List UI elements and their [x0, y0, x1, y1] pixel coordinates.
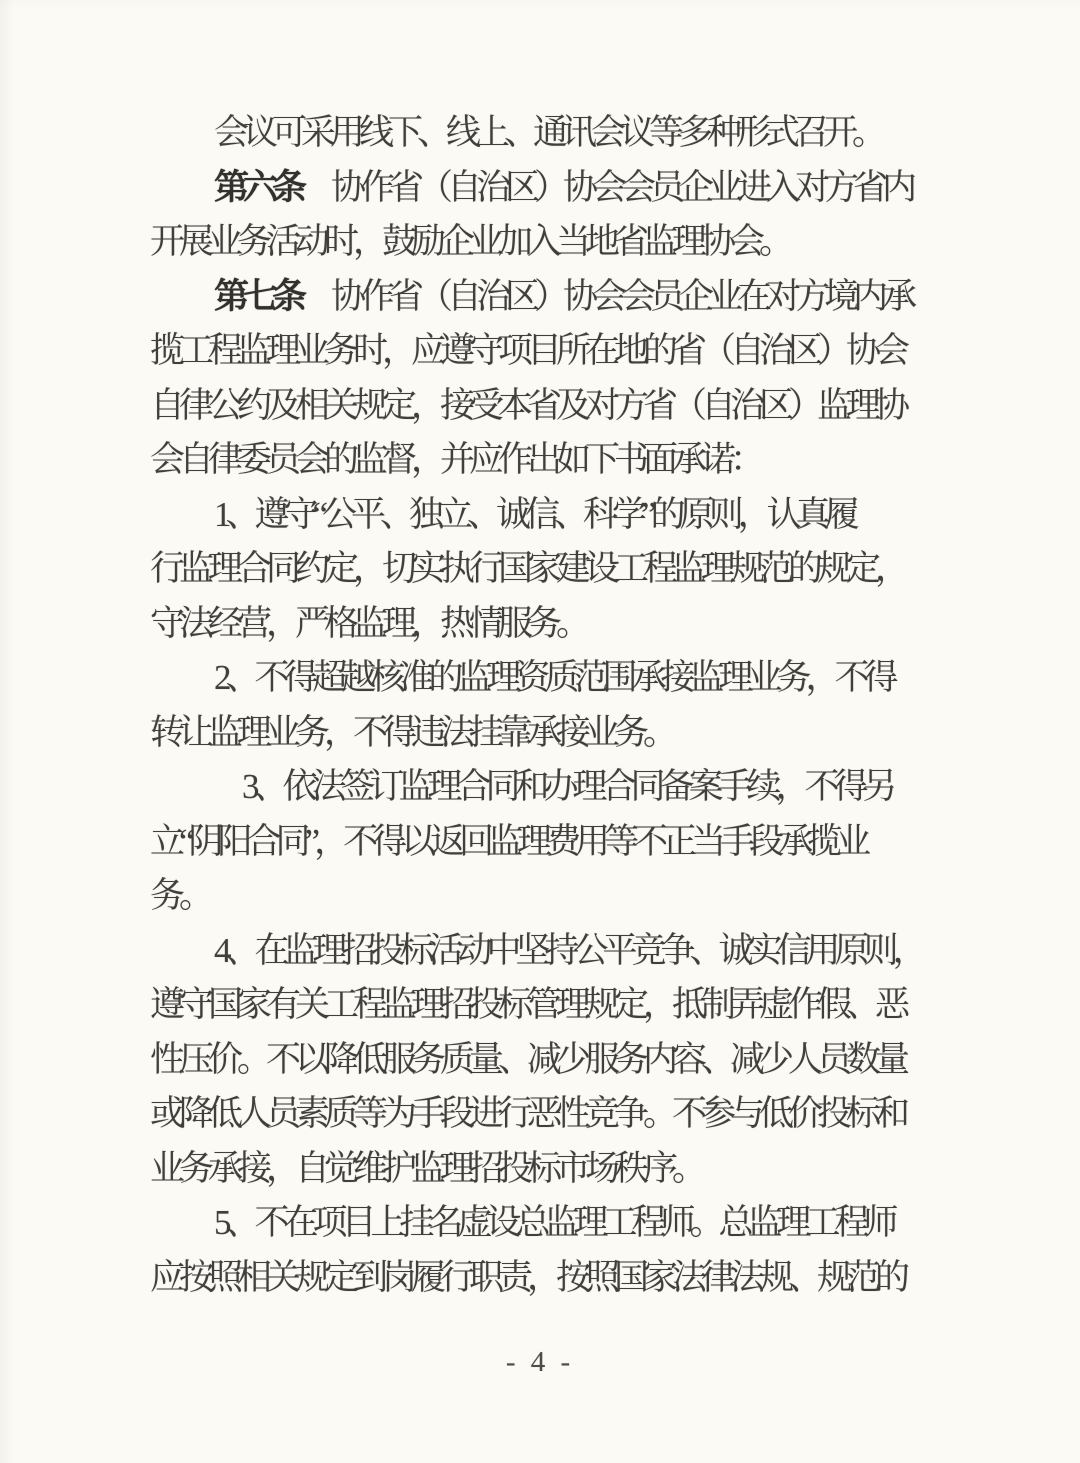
line-text: 业务承接，自觉维护监理招投标市场秩序。 [150, 1148, 702, 1188]
line-text: 3、依法签订监理合同和办理合同备案手续，不得另 [242, 767, 892, 806]
text-line [150, 324, 980, 379]
line-text: 会议可采用线下、线上、通讯会议等多种形式召开。 [214, 113, 882, 152]
text-line [150, 651, 980, 706]
text-line [150, 924, 980, 979]
text-line [150, 978, 980, 1033]
text-line [150, 542, 980, 597]
article-number-label: 第六条 [214, 167, 302, 207]
text-line [150, 1033, 980, 1088]
text-line [150, 270, 980, 325]
line-text: 会自律委员会的监督，并应作出如下书面承诺： [150, 440, 760, 479]
text-line [150, 1196, 980, 1251]
line-text: 揽工程监理业务时，应遵守项目所在地的省（自治区）协会 [150, 331, 905, 370]
page-number: - 4 - [505, 1346, 575, 1378]
line-text: 守法经营，严格监理，热情服务。 [150, 603, 586, 643]
text-line [150, 760, 980, 815]
line-text: 开展业务活动时，鼓励企业加入当地省监理协会。 [150, 222, 789, 261]
line-text: 立“阴阳合同”，不得以返回监理费用等不正当手段承揽业 [150, 821, 866, 861]
line-text: 2、不得超越核准的监理资质范围承接监理业务，不得 [214, 658, 893, 697]
line-text: 1、遵守“公平、独立、诚信、科学”的原则，认真履 [214, 494, 854, 534]
text-line [150, 597, 980, 652]
text-line [150, 215, 980, 270]
line-text: 务。 [150, 876, 209, 915]
line-text: 4、在监理招投标活动中坚持公平竞争、诚实信用原则， [214, 930, 922, 970]
line-text: 5、不在项目上挂名虚设总监理工程师。总监理工程师 [214, 1203, 893, 1242]
line-text: 协作省（自治区）协会会员企业进入对方省内 [331, 167, 912, 207]
text-line [150, 1087, 980, 1142]
text-line [150, 106, 980, 161]
text-line [150, 1142, 980, 1197]
text-line [150, 1251, 980, 1306]
line-text: 性压价。不以降低服务质量、减少服务内容、减少人员数量 [150, 1039, 905, 1079]
line-text: 转让监理业务，不得违法挂靠承接业务。 [150, 712, 673, 752]
document-body [150, 106, 980, 1305]
text-line [150, 379, 980, 434]
line-text: 行监理合同约定，切实执行国家建设工程监理规范的规定， [150, 549, 905, 588]
line-text: 应按照相关规定到岗履行职责，按照国家法律法规、规范的 [150, 1257, 905, 1297]
text-line [150, 869, 980, 924]
line-text: 协作省（自治区）协会会员企业在对方境内承 [331, 276, 912, 316]
text-line [150, 161, 980, 216]
text-line [150, 433, 980, 488]
line-text: 自律公约及相关规定，接受本省及对方省（自治区）监理协 [150, 385, 905, 425]
text-line [150, 815, 980, 870]
line-text: 或降低人员素质等为手段进行恶性竞争。不参与低价投标和 [150, 1094, 905, 1133]
text-line [150, 706, 980, 761]
line-text: 遵守国家有关工程监理招投标管理规定，抵制弄虚作假、恶 [150, 985, 905, 1024]
article-number-label: 第七条 [214, 276, 302, 316]
text-line [150, 488, 980, 543]
